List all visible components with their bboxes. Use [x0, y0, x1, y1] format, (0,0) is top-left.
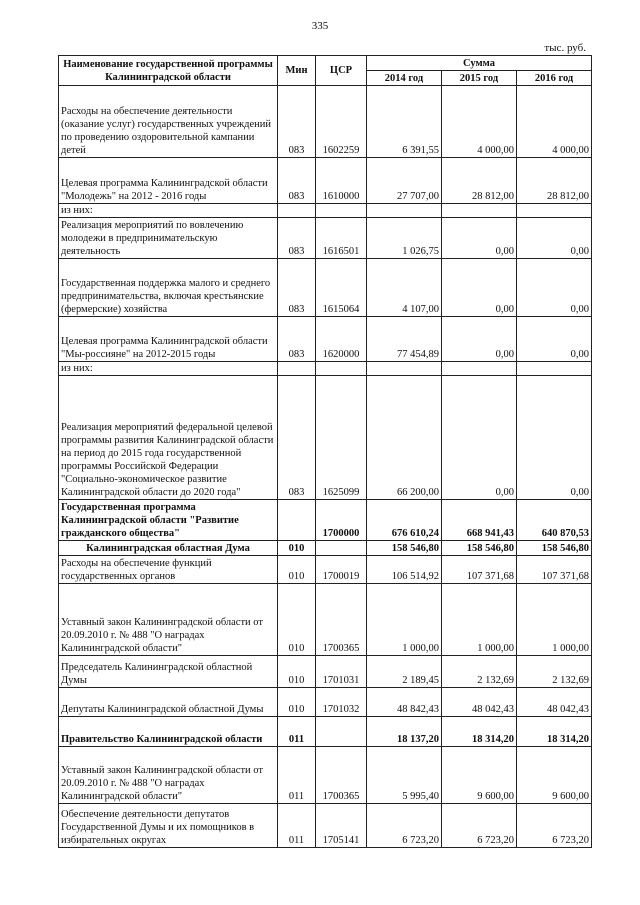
header-2015: 2015 год	[442, 71, 517, 86]
row-2016: 0,00	[517, 376, 592, 500]
table-row	[59, 500, 592, 541]
row-min	[278, 500, 316, 541]
row-2014: 5 995,40	[367, 747, 442, 804]
table-row	[59, 556, 592, 584]
row-2015: 4 000,00	[442, 86, 517, 158]
row-min: 011	[278, 804, 316, 848]
row-min: 083	[278, 86, 316, 158]
row-csr: 1602259	[316, 86, 367, 158]
row-2014: 1 026,75	[367, 218, 442, 259]
row-min: 010	[278, 556, 316, 584]
row-2014: 66 200,00	[367, 376, 442, 500]
row-min: 010	[278, 541, 316, 556]
row-name: Целевая программа Калининградской области "Молодежь" на 2012 - 2016 годы	[59, 158, 278, 204]
row-csr: 1701031	[316, 656, 367, 688]
table-row	[59, 656, 592, 688]
page-number: 335	[311, 20, 329, 32]
budget-table	[58, 55, 592, 848]
row-2016: 4 000,00	[517, 86, 592, 158]
table-row	[59, 688, 592, 717]
header-2014: 2014 год	[367, 71, 442, 86]
row-2016: 0,00	[517, 317, 592, 362]
unit-label: тыс. руб.	[544, 42, 586, 54]
header-csr: ЦСР	[316, 56, 367, 86]
row-name: Государственная поддержка малого и среднего предпринимательства, включая крестьянские (фермерские) хозяйства	[59, 259, 278, 317]
row-min: 083	[278, 376, 316, 500]
row-min: 083	[278, 218, 316, 259]
header-name: Наименование государственной программы Калининградской области	[59, 56, 278, 86]
row-2014: 48 842,43	[367, 688, 442, 717]
row-2014: 6 391,55	[367, 86, 442, 158]
header-min: Мин	[278, 56, 316, 86]
row-2014: 18 137,20	[367, 717, 442, 747]
row-min: 083	[278, 317, 316, 362]
table-row	[59, 584, 592, 656]
row-2016: 48 042,43	[517, 688, 592, 717]
row-2016: 1 000,00	[517, 584, 592, 656]
row-2015: 668 941,43	[442, 500, 517, 541]
row-2016: 18 314,20	[517, 717, 592, 747]
row-2014: 4 107,00	[367, 259, 442, 317]
row-min: 011	[278, 717, 316, 747]
row-name: Уставный закон Калининградской области от 20.09.2010 г. № 488 "О наградах Калининградской области"	[59, 747, 278, 804]
row-min: 083	[278, 259, 316, 317]
row-2015: 1 000,00	[442, 584, 517, 656]
row-csr: 1620000	[316, 317, 367, 362]
row-name: из них:	[59, 204, 278, 218]
row-2015: 158 546,80	[442, 541, 517, 556]
row-2016: 28 812,00	[517, 158, 592, 204]
row-2014: 6 723,20	[367, 804, 442, 848]
row-2015: 18 314,20	[442, 717, 517, 747]
row-2016: 0,00	[517, 259, 592, 317]
table-row	[59, 86, 592, 158]
table-row	[59, 376, 592, 500]
table-row	[59, 804, 592, 848]
row-2015: 107 371,68	[442, 556, 517, 584]
row-csr: 1700365	[316, 747, 367, 804]
row-2014: 77 454,89	[367, 317, 442, 362]
row-name: Уставный закон Калининградской области от 20.09.2010 г. № 488 "О наградах Калининградской области"	[59, 584, 278, 656]
table-row	[59, 717, 592, 747]
table-row	[59, 158, 592, 204]
row-min: 011	[278, 747, 316, 804]
row-name: Расходы на обеспечение деятельности (оказание услуг) государственных учреждений по проведению оздоровительной кампании детей	[59, 86, 278, 158]
row-name: Реализация мероприятий по вовлечению молодежи в предпринимательскую деятельность	[59, 218, 278, 259]
row-min: 083	[278, 158, 316, 204]
row-csr: 1700000	[316, 500, 367, 541]
row-csr: 1700365	[316, 584, 367, 656]
row-csr: 1700019	[316, 556, 367, 584]
table-row	[59, 259, 592, 317]
row-2016: 0,00	[517, 218, 592, 259]
row-csr: 1625099	[316, 376, 367, 500]
row-2016: 6 723,20	[517, 804, 592, 848]
row-2014: 158 546,80	[367, 541, 442, 556]
table-row	[59, 317, 592, 362]
row-name: Государственная программа Калининградской области "Развитие гражданского общества"	[59, 500, 278, 541]
header-sum: Сумма	[367, 56, 592, 71]
row-2016: 2 132,69	[517, 656, 592, 688]
row-name: Реализация мероприятий федеральной целевой программы развития Калининградской области на период до 2015 года государственной программы Российской Федерации "Социально-экономическое развитие Калининградской области до 2020 года"	[59, 376, 278, 500]
row-2015: 2 132,69	[442, 656, 517, 688]
row-csr	[316, 717, 367, 747]
row-csr	[316, 541, 367, 556]
row-2015: 0,00	[442, 376, 517, 500]
row-2015: 6 723,20	[442, 804, 517, 848]
row-2015: 0,00	[442, 218, 517, 259]
row-min: 010	[278, 688, 316, 717]
row-2015: 48 042,43	[442, 688, 517, 717]
row-name: из них:	[59, 362, 278, 376]
row-2015: 0,00	[442, 317, 517, 362]
table-row	[59, 541, 592, 556]
row-2014: 676 610,24	[367, 500, 442, 541]
row-2015: 0,00	[442, 259, 517, 317]
row-csr: 1701032	[316, 688, 367, 717]
table-row	[59, 362, 592, 376]
row-name: Председатель Калининградской областной Думы	[59, 656, 278, 688]
row-2014: 106 514,92	[367, 556, 442, 584]
row-name: Расходы на обеспечение функций государственных органов	[59, 556, 278, 584]
row-2015: 9 600,00	[442, 747, 517, 804]
row-csr: 1610000	[316, 158, 367, 204]
row-2016: 9 600,00	[517, 747, 592, 804]
table-row	[59, 747, 592, 804]
row-2014: 1 000,00	[367, 584, 442, 656]
table-row	[59, 204, 592, 218]
header-2016: 2016 год	[517, 71, 592, 86]
row-2015: 28 812,00	[442, 158, 517, 204]
row-csr: 1615064	[316, 259, 367, 317]
row-2016: 107 371,68	[517, 556, 592, 584]
row-name: Правительство Калининградской области	[59, 717, 278, 747]
row-name: Целевая программа Калининградской области "Мы-россияне" на 2012-2015 годы	[59, 317, 278, 362]
row-csr: 1705141	[316, 804, 367, 848]
row-2016: 158 546,80	[517, 541, 592, 556]
table-row	[59, 218, 592, 259]
row-csr: 1616501	[316, 218, 367, 259]
row-name: Обеспечение деятельности депутатов Государственной Думы и их помощников в избирательных округах	[59, 804, 278, 848]
row-name: Депутаты Калининградской областной Думы	[59, 688, 278, 717]
row-min: 010	[278, 584, 316, 656]
row-2014: 2 189,45	[367, 656, 442, 688]
row-2016: 640 870,53	[517, 500, 592, 541]
row-2014: 27 707,00	[367, 158, 442, 204]
row-min: 010	[278, 656, 316, 688]
row-name: Калининградская областная Дума	[59, 541, 278, 556]
